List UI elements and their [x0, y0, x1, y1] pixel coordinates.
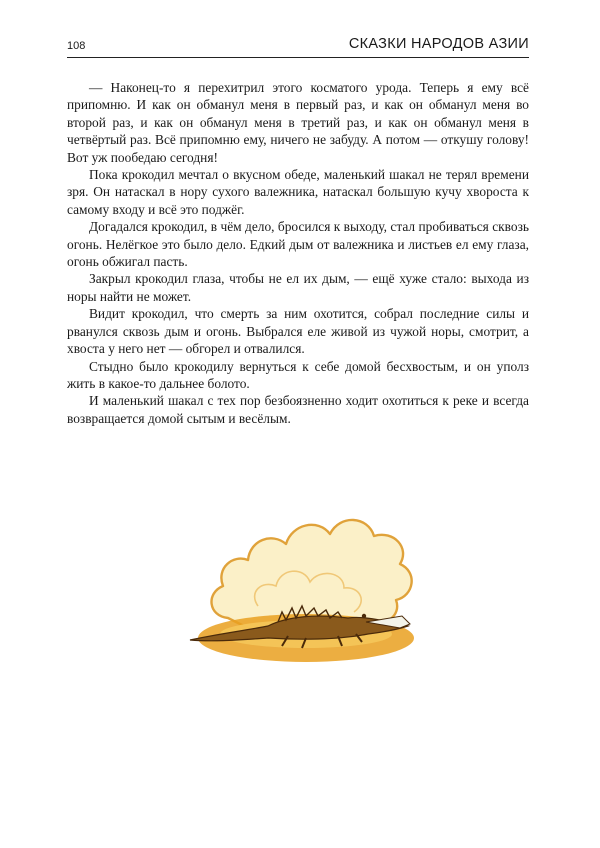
page-number: 108	[67, 40, 86, 52]
paragraph: — Наконец-то я перехитрил этого косматого урода. Теперь я ему всё припомню. И как он обманул меня в первый раз, и как он обманул меня во второй раз, и как он обманул меня в третий раз, и как он обманул меня в четвёртый раз. Всё припомню ему, ничего не забуду. А потом — откушу голову! Вот уж пообедаю сегодня!	[67, 80, 529, 165]
smoke-puff	[212, 520, 412, 628]
running-title: СКАЗКИ НАРОДОВ АЗИИ	[348, 36, 529, 52]
crocodile-eye	[362, 614, 366, 618]
paragraph: Пока крокодил мечтал о вкусном обеде, маленький шакал не терял времени зря. Он натаскал в нору сухого валежника, натаскал большую кучу хвороста к самому входу и всё это поджёг.	[67, 167, 529, 217]
smoke-cloud	[212, 520, 412, 628]
paragraph: Закрыл крокодил глаза, чтобы не ел их дым, — ещё хуже стало: выхода из норы найти не может.	[67, 271, 529, 304]
paragraph: Догадался крокодил, в чём дело, бросился к выходу, стал пробиваться сквозь огонь. Нелёгкое это было дело. Едкий дым от валежника и листьев ел ему глаза, огонь обжигал пасть.	[67, 219, 529, 270]
paragraph: Стыдно было крокодилу вернуться к себе домой бесхвостым, и он уполз жить в какое-то дальнее болото.	[67, 358, 529, 391]
crocodile-smoke-illustration	[188, 488, 420, 673]
paragraph: Видит крокодил, что смерть за ним охотится, собрал последние силы и рванулся сквозь дым и огонь. Выбрался еле живой из чужой норы, смотрит, а хвоста у него нет — обгорел и отвалился.	[67, 306, 529, 357]
page-header	[67, 36, 529, 56]
header-rule	[67, 57, 529, 58]
story-text	[67, 79, 529, 427]
paragraph: И маленький шакал с тех пор безбоязненно ходит охотиться к реке и всегда возвращается домой сытым и весёлым.	[67, 393, 529, 426]
